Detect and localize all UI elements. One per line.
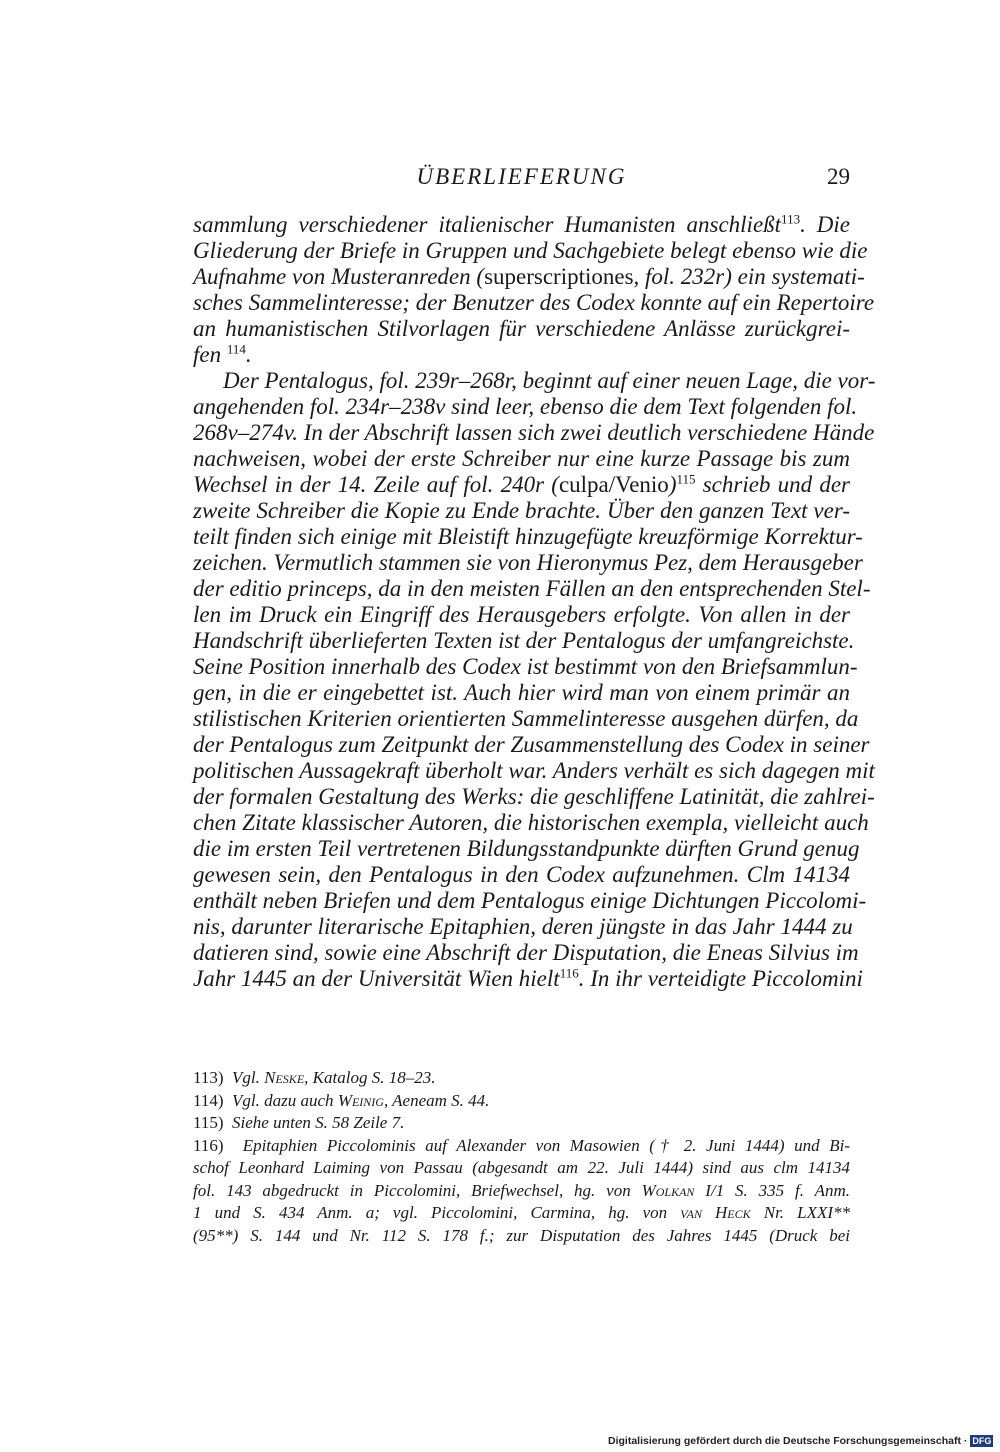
text-line: Aufnahme von Musteranreden (superscriptiones, fol. 232r) ein systemati-: [193, 264, 865, 289]
text-line: Handschrift überlieferten Texten ist der Pentalogus der umfangreichste.: [193, 628, 855, 653]
text-line: der editio princeps, da in den meisten Fällen an den entsprechenden Stel-: [193, 576, 871, 601]
text-line: sammlung verschiedener italienischer Humanisten anschließt$^{113}$. Die: [193, 211, 850, 237]
text-line: Der Pentalogus, fol. 239r–268r, beginnt auf einer neuen Lage, die vor-: [223, 368, 876, 393]
page-number: 29: [827, 164, 850, 189]
footnote: 116) Epitaphien Piccolominis auf Alexander von Masowien († 2. Juni 1444) und Bi-: [193, 1135, 850, 1155]
text-line: teilt finden sich einige mit Bleistift hinzugefügte kreuzförmige Korrektur-: [193, 524, 863, 549]
main-text: [193, 211, 876, 992]
text-line: nachweisen, wobei der erste Schreiber nur eine kurze Passage bis zum: [193, 446, 850, 471]
text-line: enthält neben Briefen und dem Pentalogus einige Dichtungen Piccolomi-: [193, 888, 867, 913]
text-line: nis, darunter literarische Epitaphien, deren jüngste in das Jahr 1444 zu: [193, 914, 853, 939]
text-line: gen, in die er eingebettet ist. Auch hier wird man von einem primär an: [193, 680, 850, 705]
text-line: der formalen Gestaltung des Werks: die geschliffene Latinität, die zahlrei-: [193, 784, 875, 809]
footnote-ref[interactable]: 113: [781, 211, 801, 227]
running-head-title: ÜBERLIEFERUNG: [416, 164, 627, 189]
text-line: Jahr 1445 an der Universität Wien hielt$^{116}$. In ihr verteidigte Piccolomini: [193, 965, 863, 991]
footnote-continuation: (95**) S. 144 und Nr. 112 S. 178 f.; zur Disputation des Jahres 1445 (Druck bei: [193, 1225, 850, 1245]
footnotes: [193, 1067, 850, 1247]
funding-text: Digitalisierung gefördert durch die Deutsche Forschungsgemeinschaft ·: [608, 1435, 968, 1447]
footnote-ref[interactable]: 115: [676, 471, 696, 487]
text-line: Wechsel in der 14. Zeile auf fol. 240r (culpa/Venio)$^{115}$ schrieb und der: [193, 471, 850, 497]
funding-notice: [608, 1435, 996, 1449]
text-line: fen $^{114}$.: [193, 341, 252, 367]
text-line: der Pentalogus zum Zeitpunkt der Zusammenstellung des Codex in seiner: [193, 732, 870, 757]
text-line: gewesen sein, den Pentalogus in den Codex aufzunehmen. Clm 14134: [193, 862, 850, 887]
footnote: 115) Siehe unten S. 58 Zeile 7.: [193, 1113, 405, 1132]
footnote-continuation: 1 und S. 434 Anm. a; vgl. Piccolomini, Carmina, hg. von van Heck Nr. LXXI**: [193, 1203, 850, 1222]
footnote: 114) Vgl. dazu auch Weinig, Aeneam S. 44.: [193, 1090, 490, 1110]
running-head: [193, 164, 850, 194]
dfg-logo: DFG: [972, 1436, 992, 1447]
text-line: zeichen. Vermutlich stammen sie von Hieronymus Pez, dem Herausgeber: [193, 550, 863, 575]
text-line: chen Zitate klassischer Autoren, die historischen exempla, vielleicht auch: [193, 810, 869, 835]
text-line: datieren sind, sowie eine Abschrift der Disputation, die Eneas Silvius im: [193, 940, 859, 965]
text-line: die im ersten Teil vertretenen Bildungsstandpunkte dürften Grund genug: [193, 836, 860, 861]
text-line: len im Druck ein Eingriff des Herausgebers erfolgte. Von allen in der: [193, 602, 850, 627]
footnote: 113) Vgl. Neske, Katalog S. 18–23.: [193, 1068, 436, 1087]
text-line: stilistischen Kriterien orientierten Sammelinteresse ausgehen dürfen, da: [193, 706, 859, 731]
footnote-continuation: fol. 143 abgedruckt in Piccolomini, Briefwechsel, hg. von Wolkan I/1 S. 335 f. Anm.: [193, 1180, 850, 1200]
footnote-continuation: schof Leonhard Laiming von Passau (abgesandt am 22. Juli 1444) sind aus clm 14134: [193, 1158, 850, 1177]
text-line: 268v–274v. In der Abschrift lassen sich zwei deutlich verschiedene Hände: [193, 420, 875, 445]
text-line: Seine Position innerhalb des Codex ist bestimmt von den Briefsammlun-: [193, 654, 858, 679]
text-line: zweite Schreiber die Kopie zu Ende brachte. Über den ganzen Text ver-: [193, 498, 850, 523]
text-line: sches Sammelinteresse; der Benutzer des Codex konnte auf ein Repertoire: [193, 290, 875, 315]
footnote-ref[interactable]: 114: [226, 341, 246, 357]
text-line: Gliederung der Briefe in Gruppen und Sachgebiete belegt ebenso wie die: [193, 238, 868, 263]
footnote-ref[interactable]: 116: [559, 965, 579, 981]
text-line: angehenden fol. 234r–238v sind leer, ebenso die dem Text folgenden fol.: [193, 394, 858, 419]
text-line: politischen Aussagekraft überholt war. Anders verhält es sich dagegen mit: [193, 758, 875, 783]
text-line: an humanistischen Stilvorlagen für verschiedene Anlässe zurückgrei-: [193, 316, 850, 341]
